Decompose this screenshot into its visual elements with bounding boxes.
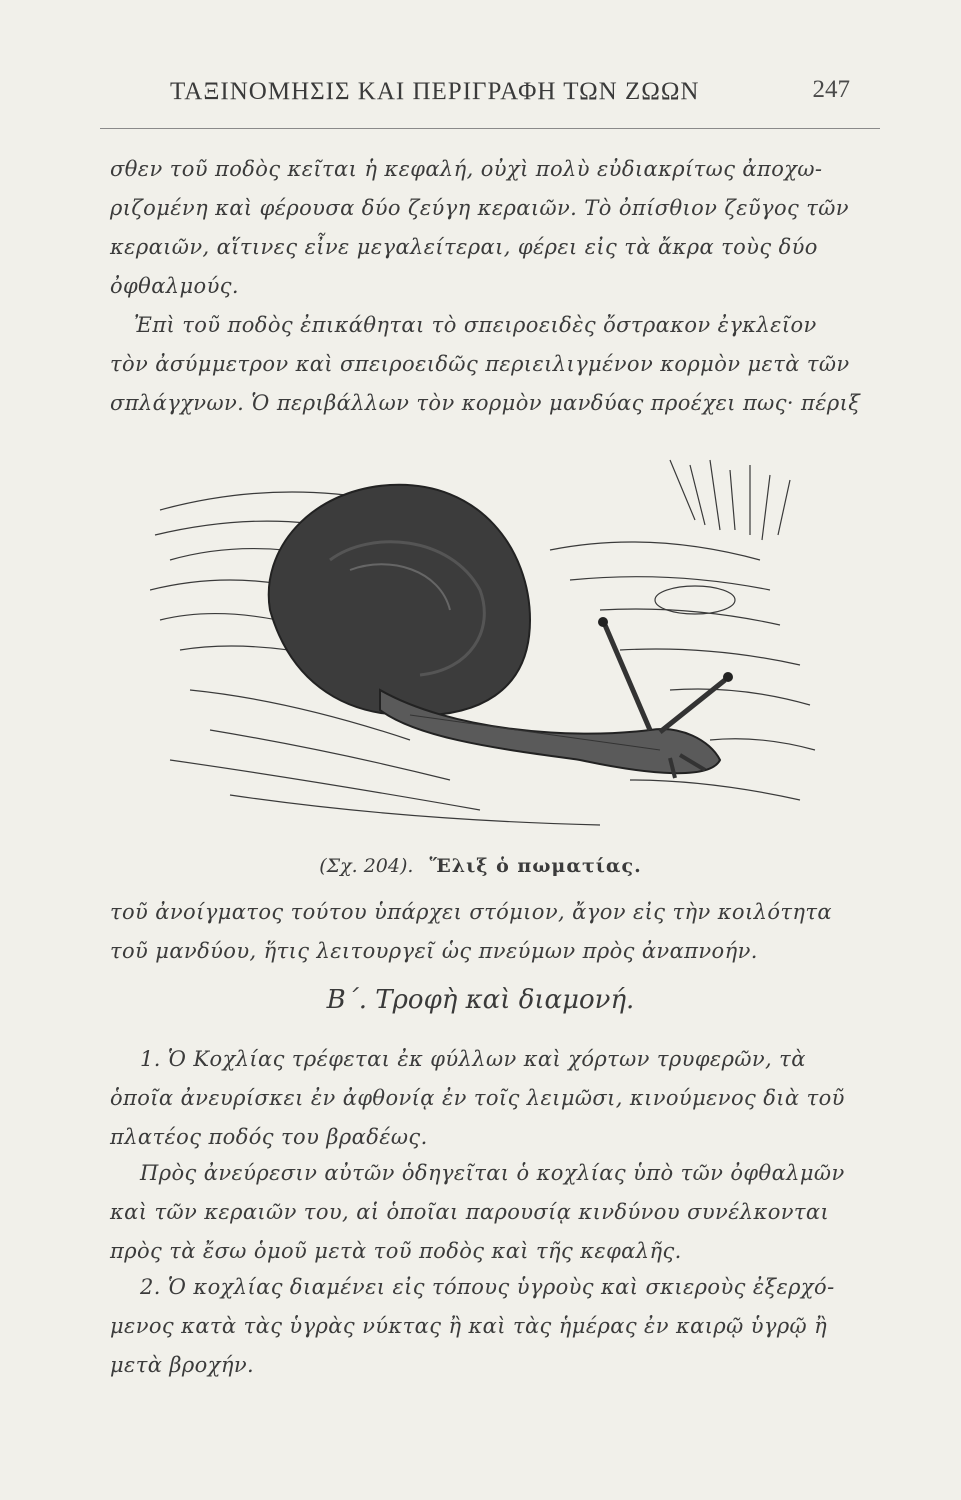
figure-number: (Σχ. 204). — [319, 855, 414, 877]
running-header — [170, 70, 850, 110]
page-number: 247 — [812, 76, 850, 103]
paragraph-head-description: σθεν τοῦ ποδὸς κεῖται ἡ κεφαλή, οὐχὶ πολὺ εὐδιακρίτως ἀποχω- ριζομένη καὶ φέρουσα δύο ζεύγη κεραιῶν. Τὸ ὀπίσθιον ζεῦγος τῶν κεραιῶν, αἵτινες εἶνε μεγαλείτεραι, φέρει εἰς τὰ ἄκρα τοὺς δύο ὀφθαλμούς. — [110, 157, 849, 298]
paragraph-mantle-opening: τοῦ ἀνοίγματος τούτου ὑπάρχει στόμιον, ἄγον εἰς τὴν κοιλότητα τοῦ μανδύου, ἥτις λειτουργεῖ ὡς πνεύμων πρὸς ἀναπνοήν. — [110, 900, 832, 963]
snail-engraving — [150, 440, 820, 840]
header-rule — [100, 128, 880, 129]
figure-caption — [0, 855, 961, 877]
paragraph-food: 1. Ὁ Κοχλίας τρέφεται ἐκ φύλλων καὶ χόρτων τρυφερῶν, τὰ ὁποῖα ἀνευρίσκει ἐν ἀφθονίᾳ ἐν τοῖς λειμῶσι, κινούμενος διὰ τοῦ πλατέος ποδός του βραδέως. — [110, 1047, 845, 1149]
running-title: ΤΑΞΙΝΟΜΗΣΙΣ ΚΑΙ ΠΕΡΙΓΡΑΦΗ ΤΩΝ ΖΩΩΝ — [170, 78, 700, 105]
paragraph-senses: Πρὸς ἀνεύρεσιν αὐτῶν ὁδηγεῖται ὁ κοχλίας ὑπὸ τῶν ὀφθαλμῶν καὶ τῶν κεραιῶν του, αἱ ὁποῖαι παρουσίᾳ κινδύνου συνέλκονται πρὸς τὰ ἔσω ὁμοῦ μετὰ τοῦ ποδὸς καὶ τῆς κεφαλῆς. — [110, 1161, 845, 1263]
figure-title: Ἕλιξ ὁ πωματίας. — [429, 855, 642, 877]
section-heading: Β΄. Τροφὴ καὶ διαμονή. — [326, 985, 635, 1015]
paragraph-habitat: 2. Ὁ κοχλίας διαμένει εἰς τόπους ὑγροὺς καὶ σκιεροὺς ἐξερχό- μενος κατὰ τὰς ὑγρὰς νύκτας ἢ καὶ τὰς ἡμέρας ἐν καιρῷ ὑγρῷ ἢ μετὰ βροχήν. — [110, 1275, 835, 1377]
paragraph-shell-description: Ἐπὶ τοῦ ποδὸς ἐπικάθηται τὸ σπειροειδὲς ὄστρακον ἐγκλεῖον τὸν ἀσύμμετρον καὶ σπειροειδῶς περιειλιγμένον κορμὸν μετὰ τῶν σπλάγχνων. Ὁ περιβάλλων τὸν κορμὸν μανδύας προέχει πως· πέριξ — [110, 313, 861, 415]
